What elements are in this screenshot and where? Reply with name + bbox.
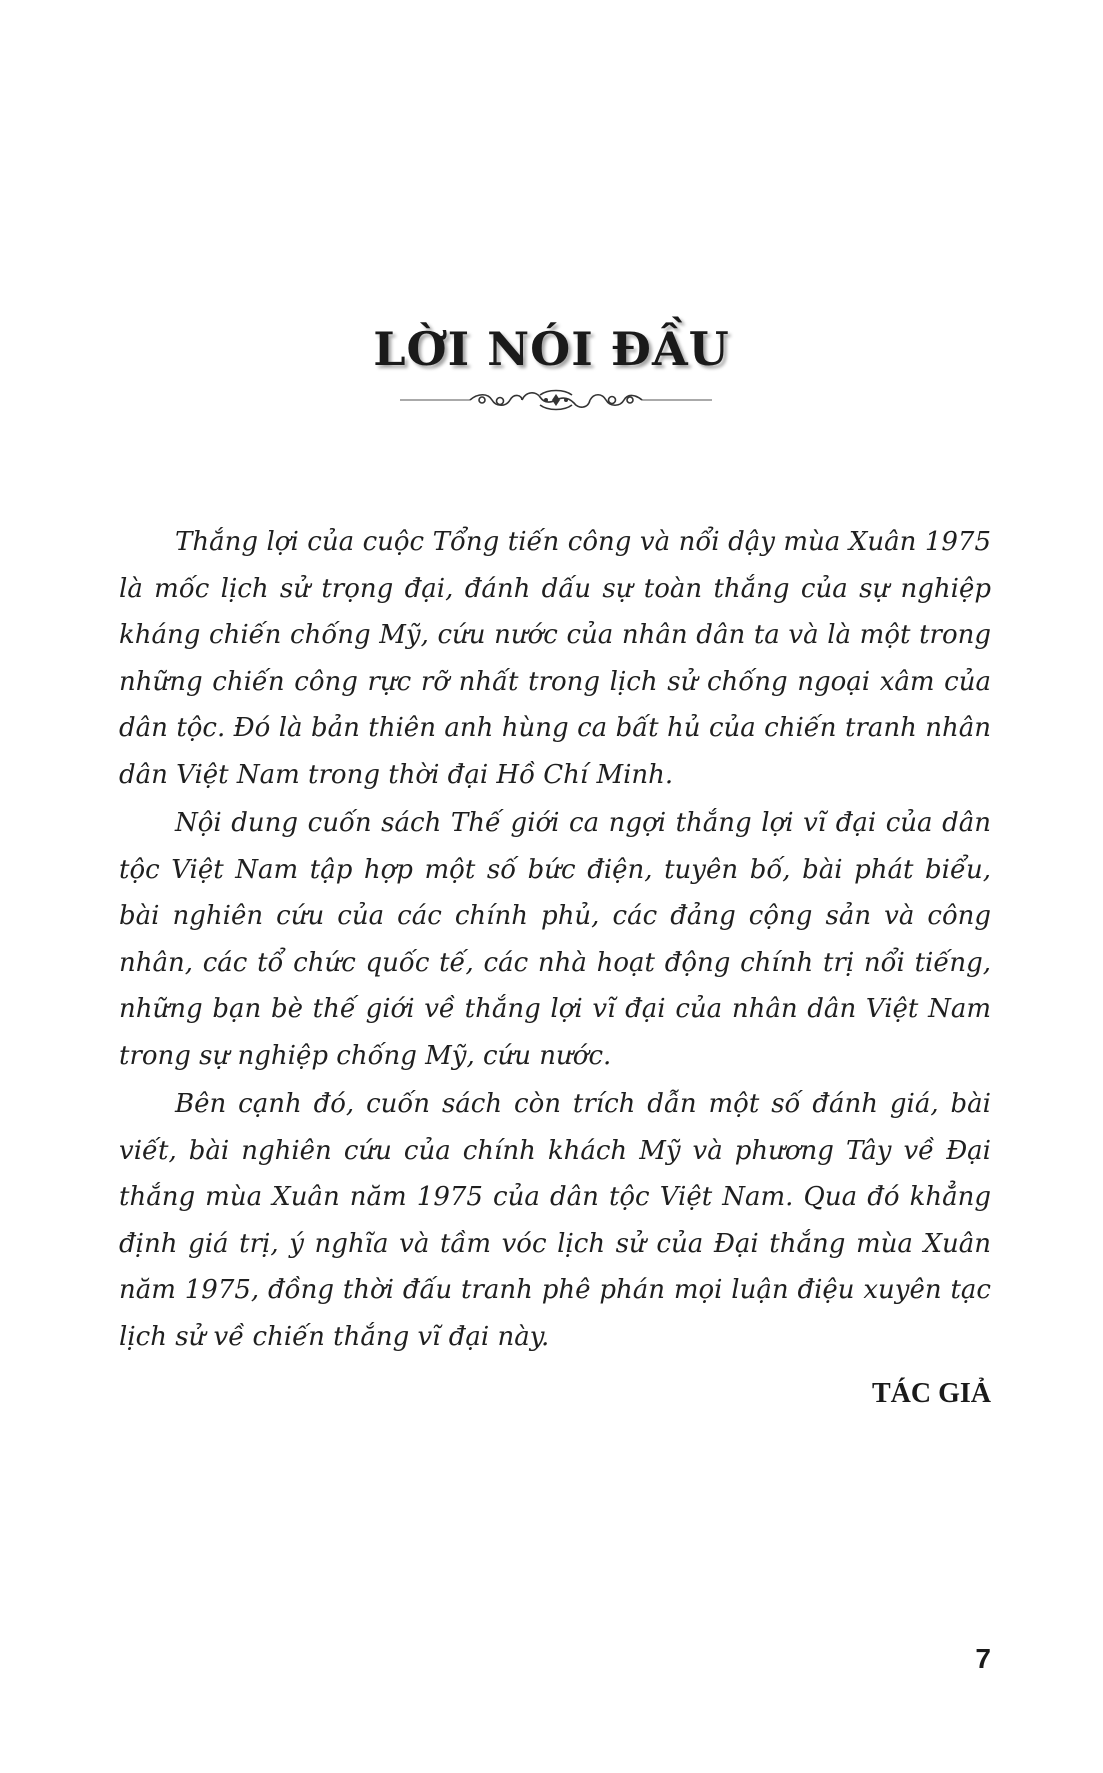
paragraph-3: Bên cạnh đó, cuốn sách còn trích dẫn một số đánh giá, bài viết, bài nghiên cứu của chính khách Mỹ và phương Tây về Đại thắng mùa Xuân năm 1975 của dân tộc Việt Nam. Qua đó khẳng định giá trị, ý nghĩa và tầm vóc lịch sử của Đại thắng mùa Xuân năm 1975, đồng thời đấu tranh phê phán mọi luận điệu xuyên tạc lịch sử về chiến thắng vĩ đại này. [119,1089,991,1352]
page-title: LỜI NÓI ĐẦU [373,322,730,376]
foreword-body [119,519,991,1362]
page-number: 7 [975,1643,991,1674]
paragraph-2: Nội dung cuốn sách Thế giới ca ngợi thắng lợi vĩ đại của dân tộc Việt Nam tập hợp một số bức điện, tuyên bố, bài phát biểu, bài nghiên cứu của các chính phủ, các đảng cộng sản và công nhân, các tổ chức quốc tế, các nhà hoạt động chính trị nổi tiếng, những bạn bè thế giới về thắng lợi vĩ đại của nhân dân Việt Nam trong sự nghiệp chống Mỹ, cứu nước. [119,808,991,1071]
paragraph-1: Thắng lợi của cuộc Tổng tiến công và nổi dậy mùa Xuân 1975 là mốc lịch sử trọng đại, đánh dấu sự toàn thắng của sự nghiệp kháng chiến chống Mỹ, cứu nước của nhân dân ta và là một trong những chiến công rực rỡ nhất trong lịch sử chống ngoại xâm của dân tộc. Đó là bản thiên anh hùng ca bất hủ của chiến tranh nhân dân Việt Nam trong thời đại Hồ Chí Minh. [119,527,991,790]
flourish-divider-icon [400,385,712,415]
author-signature: TÁC GIẢ [871,1378,991,1409]
